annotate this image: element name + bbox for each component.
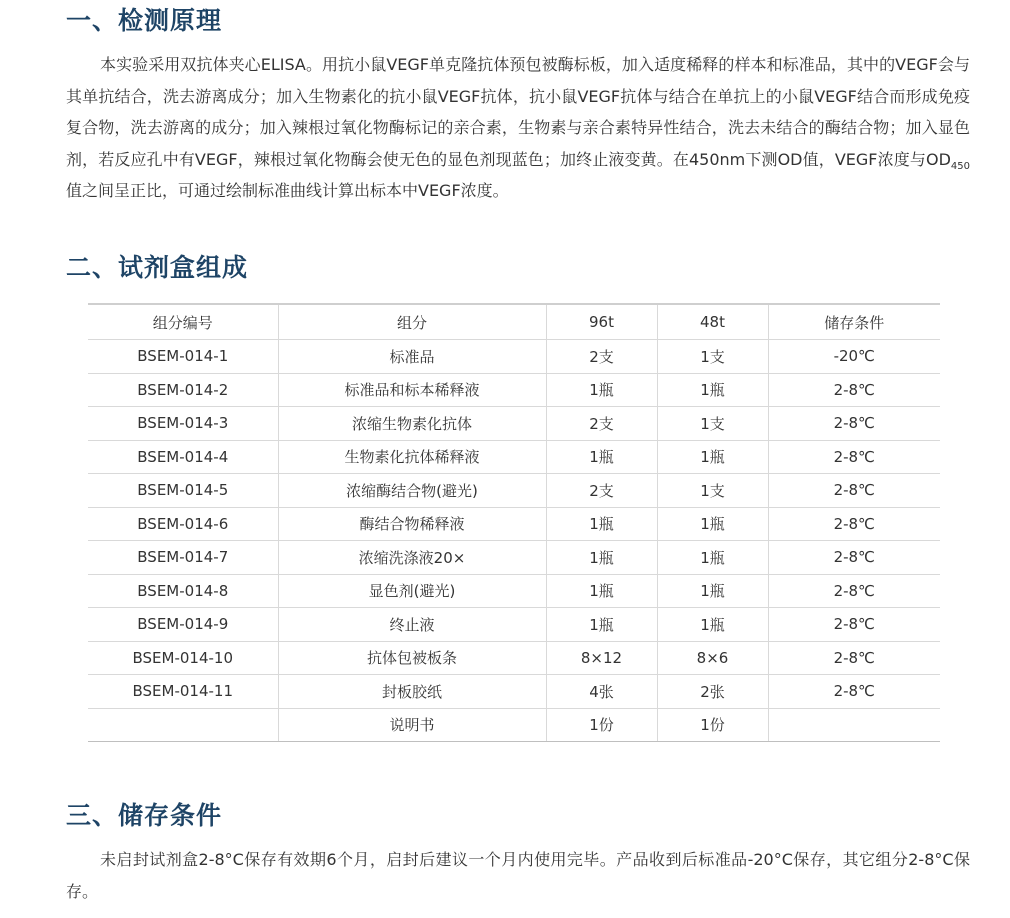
qty-48t-cell: 2张 [657,675,768,709]
storage-cell: 2-8℃ [768,675,940,709]
component-id-cell: BSEM-014-3 [88,407,278,441]
qty-96t-cell: 1瓶 [546,440,657,474]
component-id-cell: BSEM-014-6 [88,507,278,541]
storage-cell: 2-8℃ [768,373,940,407]
table-row [88,373,940,407]
component-id-cell: BSEM-014-1 [88,340,278,374]
table-row [88,474,940,508]
component-name-cell: 酶结合物稀释液 [278,507,546,541]
table-row [88,641,940,675]
component-name-cell: 标准品和标本稀释液 [278,373,546,407]
qty-48t-cell: 1瓶 [657,440,768,474]
qty-96t-cell: 2支 [546,407,657,441]
qty-96t-cell: 1瓶 [546,507,657,541]
component-id-cell: BSEM-014-5 [88,474,278,508]
qty-48t-cell: 1瓶 [657,507,768,541]
component-id-cell: BSEM-014-11 [88,675,278,709]
table-row [88,675,940,709]
table-row [88,440,940,474]
kit-components-table [88,303,940,742]
component-name-cell: 浓缩洗涤液20× [278,541,546,575]
qty-48t-cell: 1瓶 [657,574,768,608]
qty-96t-cell: 8×12 [546,641,657,675]
storage-cell: 2-8℃ [768,641,940,675]
qty-96t-cell: 1瓶 [546,608,657,642]
storage-cell: 2-8℃ [768,608,940,642]
component-name-cell: 浓缩酶结合物(避光) [278,474,546,508]
qty-48t-cell: 1支 [657,407,768,441]
od-subscript: 450 [950,160,970,172]
table-row [88,507,940,541]
qty-96t-cell: 2支 [546,340,657,374]
component-name-cell: 终止液 [278,608,546,642]
qty-48t-cell: 1支 [657,474,768,508]
table-header-row [88,304,940,340]
table-row [88,608,940,642]
qty-96t-cell: 2支 [546,474,657,508]
storage-cell: -20℃ [768,340,940,374]
storage-cell: 2-8℃ [768,474,940,508]
component-name-cell: 说明书 [278,708,546,742]
component-name-cell: 抗体包被板条 [278,641,546,675]
storage-cell: 2-8℃ [768,574,940,608]
storage-cell: 2-8℃ [768,541,940,575]
component-name-cell: 显色剂(避光) [278,574,546,608]
qty-48t-cell: 1瓶 [657,373,768,407]
table-row [88,574,940,608]
storage-paragraph: 未启封试剂盒2-8°C保存有效期6个月，启封后建议一个月内使用完毕。产品收到后标准品-20°C保存，其它组分2-8°C保存。 [66,850,970,901]
table-header-col-96t: 96t [546,304,657,340]
component-id-cell: BSEM-014-8 [88,574,278,608]
qty-96t-cell: 1瓶 [546,574,657,608]
component-id-cell: BSEM-014-7 [88,541,278,575]
qty-96t-cell: 1份 [546,708,657,742]
principle-text-main: 本实验采用双抗体夹心ELISA。用抗小鼠VEGF单克隆抗体预包被酶标板，加入适度稀释的样本和标准品，其中的VEGF会与其单抗结合，洗去游离成分；加入生物素化的抗小鼠VEGF抗体，抗小鼠VEGF抗体与结合在单抗上的小鼠VEGF结合而形成免疫复合物，洗去游离的成分；加入辣根过氧化物酶标记的亲合素，生物素与亲合素特异性结合，洗去未结合的酶结合物；加入显色剂，若反应孔中有VEGF，辣根过氧化物酶会使无色的显色剂现蓝色；加终止液变黄。在450nm下测OD值，VEGF浓度与OD [66,55,970,169]
component-id-cell: BSEM-014-10 [88,641,278,675]
qty-48t-cell: 1份 [657,708,768,742]
table-header-col-component: 组分 [278,304,546,340]
principle-paragraph [66,49,970,207]
storage-cell: 2-8℃ [768,507,940,541]
storage-cell: 2-8℃ [768,440,940,474]
table-row [88,407,940,441]
storage-cell [768,708,940,742]
component-name-cell: 标准品 [278,340,546,374]
component-id-cell: BSEM-014-4 [88,440,278,474]
component-name-cell: 浓缩生物素化抗体 [278,407,546,441]
qty-48t-cell: 8×6 [657,641,768,675]
qty-48t-cell: 1瓶 [657,541,768,575]
storage-cell: 2-8℃ [768,407,940,441]
component-name-cell: 封板胶纸 [278,675,546,709]
section-title-principle: 一、检测原理 [66,6,223,35]
qty-48t-cell: 1瓶 [657,608,768,642]
table-row [88,708,940,742]
table-row [88,541,940,575]
component-id-cell: BSEM-014-9 [88,608,278,642]
table-row [88,340,940,374]
table-header-col-storage: 储存条件 [768,304,940,340]
principle-text-tail: 值之间呈正比，可通过绘制标准曲线计算出标本中VEGF浓度。 [66,181,509,200]
qty-96t-cell: 4张 [546,675,657,709]
component-name-cell: 生物素化抗体稀释液 [278,440,546,474]
component-id-cell: BSEM-014-2 [88,373,278,407]
section-title-storage: 三、储存条件 [66,801,223,830]
section-title-kit: 二、试剂盒组成 [66,253,249,282]
table-body [88,340,940,742]
table-header-col-48t: 48t [657,304,768,340]
table-header-col-component-id: 组分编号 [88,304,278,340]
qty-96t-cell: 1瓶 [546,373,657,407]
component-id-cell [88,708,278,742]
qty-48t-cell: 1支 [657,340,768,374]
qty-96t-cell: 1瓶 [546,541,657,575]
